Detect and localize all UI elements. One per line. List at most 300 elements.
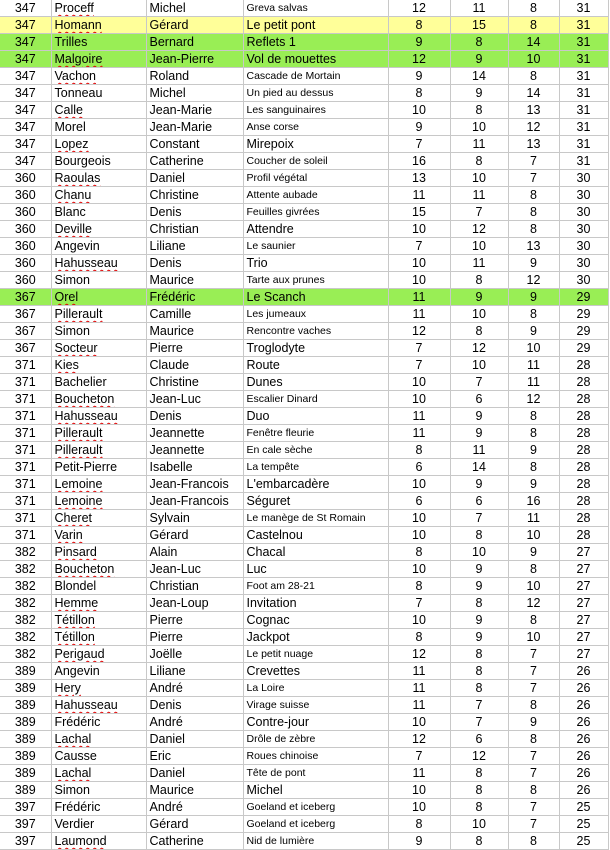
score-2-cell[interactable]: 7 xyxy=(450,204,508,221)
last-name-cell[interactable]: Verdier xyxy=(51,816,146,833)
score-2-cell[interactable]: 8 xyxy=(450,153,508,170)
score-1-cell[interactable]: 10 xyxy=(388,255,450,272)
score-2-cell[interactable]: 11 xyxy=(450,187,508,204)
rank-cell[interactable]: 367 xyxy=(0,323,51,340)
last-name-cell[interactable]: Vachon xyxy=(51,68,146,85)
total-cell[interactable]: 28 xyxy=(559,476,608,493)
photo-title-cell[interactable]: Castelnou xyxy=(243,527,388,544)
first-name-cell[interactable]: Christian xyxy=(146,221,243,238)
total-cell[interactable]: 29 xyxy=(559,340,608,357)
score-1-cell[interactable]: 9 xyxy=(388,68,450,85)
first-name-cell[interactable]: Pierre xyxy=(146,629,243,646)
score-2-cell[interactable]: 10 xyxy=(450,170,508,187)
score-3-cell[interactable]: 8 xyxy=(508,408,559,425)
total-cell[interactable]: 26 xyxy=(559,714,608,731)
last-name-cell[interactable]: Raoulas xyxy=(51,170,146,187)
photo-title-cell[interactable]: Le saunier xyxy=(243,238,388,255)
score-3-cell[interactable]: 8 xyxy=(508,425,559,442)
rank-cell[interactable]: 389 xyxy=(0,714,51,731)
rank-cell[interactable]: 371 xyxy=(0,476,51,493)
table-row[interactable] xyxy=(0,425,608,442)
score-1-cell[interactable]: 13 xyxy=(388,170,450,187)
first-name-cell[interactable]: Gérard xyxy=(146,816,243,833)
rank-cell[interactable]: 360 xyxy=(0,221,51,238)
table-row[interactable] xyxy=(0,748,608,765)
photo-title-cell[interactable]: Roues chinoise xyxy=(243,748,388,765)
score-1-cell[interactable]: 8 xyxy=(388,629,450,646)
last-name-cell[interactable]: Hahusseau xyxy=(51,255,146,272)
score-3-cell[interactable]: 8 xyxy=(508,17,559,34)
score-1-cell[interactable]: 6 xyxy=(388,493,450,510)
score-1-cell[interactable]: 9 xyxy=(388,119,450,136)
score-2-cell[interactable]: 7 xyxy=(450,374,508,391)
last-name-cell[interactable]: Angevin xyxy=(51,663,146,680)
table-row[interactable] xyxy=(0,391,608,408)
score-3-cell[interactable]: 7 xyxy=(508,680,559,697)
score-2-cell[interactable]: 8 xyxy=(450,646,508,663)
first-name-cell[interactable]: Daniel xyxy=(146,765,243,782)
rank-cell[interactable]: 389 xyxy=(0,731,51,748)
score-3-cell[interactable]: 11 xyxy=(508,374,559,391)
total-cell[interactable]: 26 xyxy=(559,663,608,680)
rank-cell[interactable]: 389 xyxy=(0,663,51,680)
total-cell[interactable]: 31 xyxy=(559,85,608,102)
last-name-cell[interactable]: Boucheton xyxy=(51,391,146,408)
photo-title-cell[interactable]: Le petit nuage xyxy=(243,646,388,663)
score-2-cell[interactable]: 10 xyxy=(450,306,508,323)
photo-title-cell[interactable]: Tête de pont xyxy=(243,765,388,782)
score-3-cell[interactable]: 13 xyxy=(508,136,559,153)
score-2-cell[interactable]: 8 xyxy=(450,595,508,612)
rank-cell[interactable]: 397 xyxy=(0,799,51,816)
last-name-cell[interactable]: Pinsard xyxy=(51,544,146,561)
rank-cell[interactable]: 382 xyxy=(0,578,51,595)
photo-title-cell[interactable]: Duo xyxy=(243,408,388,425)
total-cell[interactable]: 26 xyxy=(559,731,608,748)
rank-cell[interactable]: 389 xyxy=(0,748,51,765)
score-3-cell[interactable]: 8 xyxy=(508,204,559,221)
score-2-cell[interactable]: 15 xyxy=(450,17,508,34)
score-3-cell[interactable]: 8 xyxy=(508,187,559,204)
first-name-cell[interactable]: Gérard xyxy=(146,527,243,544)
score-3-cell[interactable]: 8 xyxy=(508,0,559,17)
first-name-cell[interactable]: André xyxy=(146,714,243,731)
first-name-cell[interactable]: Jean-Luc xyxy=(146,391,243,408)
total-cell[interactable]: 31 xyxy=(559,17,608,34)
table-row[interactable] xyxy=(0,102,608,119)
first-name-cell[interactable]: Jeannette xyxy=(146,442,243,459)
total-cell[interactable]: 28 xyxy=(559,527,608,544)
photo-title-cell[interactable]: Escalier Dinard xyxy=(243,391,388,408)
photo-title-cell[interactable]: Virage suisse xyxy=(243,697,388,714)
score-1-cell[interactable]: 10 xyxy=(388,102,450,119)
table-row[interactable] xyxy=(0,187,608,204)
table-row[interactable] xyxy=(0,595,608,612)
last-name-cell[interactable]: Socteur xyxy=(51,340,146,357)
last-name-cell[interactable]: Bachelier xyxy=(51,374,146,391)
photo-title-cell[interactable]: Le Scanch xyxy=(243,289,388,306)
first-name-cell[interactable]: Joëlle xyxy=(146,646,243,663)
score-3-cell[interactable]: 8 xyxy=(508,306,559,323)
first-name-cell[interactable]: Gérard xyxy=(146,17,243,34)
score-3-cell[interactable]: 14 xyxy=(508,34,559,51)
first-name-cell[interactable]: Michel xyxy=(146,0,243,17)
table-row[interactable] xyxy=(0,323,608,340)
score-3-cell[interactable]: 9 xyxy=(508,714,559,731)
score-1-cell[interactable]: 9 xyxy=(388,833,450,850)
score-2-cell[interactable]: 9 xyxy=(450,51,508,68)
score-3-cell[interactable]: 7 xyxy=(508,765,559,782)
score-2-cell[interactable]: 14 xyxy=(450,68,508,85)
first-name-cell[interactable]: Eric xyxy=(146,748,243,765)
table-row[interactable] xyxy=(0,765,608,782)
score-2-cell[interactable]: 6 xyxy=(450,731,508,748)
photo-title-cell[interactable]: Cascade de Mortain xyxy=(243,68,388,85)
last-name-cell[interactable]: Petit-Pierre xyxy=(51,459,146,476)
photo-title-cell[interactable]: Profil végétal xyxy=(243,170,388,187)
score-2-cell[interactable]: 10 xyxy=(450,544,508,561)
total-cell[interactable]: 26 xyxy=(559,765,608,782)
rank-cell[interactable]: 347 xyxy=(0,0,51,17)
total-cell[interactable]: 28 xyxy=(559,510,608,527)
table-row[interactable] xyxy=(0,544,608,561)
photo-title-cell[interactable]: La tempête xyxy=(243,459,388,476)
score-2-cell[interactable]: 8 xyxy=(450,663,508,680)
rank-cell[interactable]: 371 xyxy=(0,527,51,544)
score-1-cell[interactable]: 10 xyxy=(388,612,450,629)
score-2-cell[interactable]: 9 xyxy=(450,408,508,425)
table-row[interactable] xyxy=(0,629,608,646)
last-name-cell[interactable]: Lopez xyxy=(51,136,146,153)
score-3-cell[interactable]: 11 xyxy=(508,510,559,527)
score-2-cell[interactable]: 9 xyxy=(450,612,508,629)
photo-title-cell[interactable]: Anse corse xyxy=(243,119,388,136)
last-name-cell[interactable]: Bourgeois xyxy=(51,153,146,170)
rank-cell[interactable]: 371 xyxy=(0,510,51,527)
total-cell[interactable]: 30 xyxy=(559,272,608,289)
score-1-cell[interactable]: 10 xyxy=(388,799,450,816)
score-3-cell[interactable]: 8 xyxy=(508,561,559,578)
score-2-cell[interactable]: 9 xyxy=(450,578,508,595)
score-2-cell[interactable]: 10 xyxy=(450,119,508,136)
rank-cell[interactable]: 389 xyxy=(0,765,51,782)
first-name-cell[interactable]: Denis xyxy=(146,408,243,425)
table-row[interactable] xyxy=(0,442,608,459)
first-name-cell[interactable]: Catherine xyxy=(146,833,243,850)
score-3-cell[interactable]: 9 xyxy=(508,544,559,561)
rank-cell[interactable]: 347 xyxy=(0,102,51,119)
total-cell[interactable]: 31 xyxy=(559,68,608,85)
photo-title-cell[interactable]: Jackpot xyxy=(243,629,388,646)
rank-cell[interactable]: 371 xyxy=(0,493,51,510)
score-3-cell[interactable]: 8 xyxy=(508,459,559,476)
rank-cell[interactable]: 371 xyxy=(0,459,51,476)
last-name-cell[interactable]: Frédéric xyxy=(51,799,146,816)
score-3-cell[interactable]: 9 xyxy=(508,442,559,459)
table-row[interactable] xyxy=(0,289,608,306)
score-2-cell[interactable]: 10 xyxy=(450,357,508,374)
score-3-cell[interactable]: 9 xyxy=(508,323,559,340)
score-2-cell[interactable]: 12 xyxy=(450,221,508,238)
score-1-cell[interactable]: 12 xyxy=(388,323,450,340)
first-name-cell[interactable]: Christian xyxy=(146,578,243,595)
first-name-cell[interactable]: Claude xyxy=(146,357,243,374)
score-3-cell[interactable]: 9 xyxy=(508,476,559,493)
score-1-cell[interactable]: 11 xyxy=(388,697,450,714)
score-2-cell[interactable]: 9 xyxy=(450,85,508,102)
total-cell[interactable]: 30 xyxy=(559,221,608,238)
score-3-cell[interactable]: 7 xyxy=(508,663,559,680)
table-row[interactable] xyxy=(0,255,608,272)
score-3-cell[interactable]: 8 xyxy=(508,221,559,238)
last-name-cell[interactable]: Malgoire xyxy=(51,51,146,68)
table-row[interactable] xyxy=(0,680,608,697)
score-1-cell[interactable]: 12 xyxy=(388,51,450,68)
total-cell[interactable]: 27 xyxy=(559,612,608,629)
last-name-cell[interactable]: Trilles xyxy=(51,34,146,51)
total-cell[interactable]: 25 xyxy=(559,799,608,816)
rank-cell[interactable]: 397 xyxy=(0,816,51,833)
first-name-cell[interactable]: Pierre xyxy=(146,612,243,629)
last-name-cell[interactable]: Varin xyxy=(51,527,146,544)
first-name-cell[interactable]: Jeannette xyxy=(146,425,243,442)
last-name-cell[interactable]: Laumond xyxy=(51,833,146,850)
table-row[interactable] xyxy=(0,697,608,714)
rank-cell[interactable]: 382 xyxy=(0,595,51,612)
total-cell[interactable]: 28 xyxy=(559,408,608,425)
total-cell[interactable]: 27 xyxy=(559,561,608,578)
first-name-cell[interactable]: Jean-Marie xyxy=(146,102,243,119)
rank-cell[interactable]: 360 xyxy=(0,238,51,255)
last-name-cell[interactable]: Lemoine xyxy=(51,476,146,493)
score-1-cell[interactable]: 11 xyxy=(388,680,450,697)
photo-title-cell[interactable]: Goeland et iceberg xyxy=(243,799,388,816)
rank-cell[interactable]: 382 xyxy=(0,544,51,561)
score-3-cell[interactable]: 12 xyxy=(508,272,559,289)
score-1-cell[interactable]: 7 xyxy=(388,357,450,374)
photo-title-cell[interactable]: Contre-jour xyxy=(243,714,388,731)
first-name-cell[interactable]: Catherine xyxy=(146,153,243,170)
rank-cell[interactable]: 371 xyxy=(0,425,51,442)
score-3-cell[interactable]: 12 xyxy=(508,391,559,408)
score-1-cell[interactable]: 7 xyxy=(388,136,450,153)
score-1-cell[interactable]: 15 xyxy=(388,204,450,221)
score-1-cell[interactable]: 12 xyxy=(388,731,450,748)
first-name-cell[interactable]: Denis xyxy=(146,697,243,714)
score-1-cell[interactable]: 11 xyxy=(388,408,450,425)
photo-title-cell[interactable]: Route xyxy=(243,357,388,374)
last-name-cell[interactable]: Homann xyxy=(51,17,146,34)
photo-title-cell[interactable]: Rencontre vaches xyxy=(243,323,388,340)
table-row[interactable] xyxy=(0,238,608,255)
last-name-cell[interactable]: Hery xyxy=(51,680,146,697)
total-cell[interactable]: 29 xyxy=(559,323,608,340)
total-cell[interactable]: 31 xyxy=(559,51,608,68)
score-2-cell[interactable]: 8 xyxy=(450,782,508,799)
photo-title-cell[interactable]: Nid de lumière xyxy=(243,833,388,850)
score-2-cell[interactable]: 6 xyxy=(450,493,508,510)
total-cell[interactable]: 29 xyxy=(559,289,608,306)
table-row[interactable] xyxy=(0,357,608,374)
total-cell[interactable]: 30 xyxy=(559,170,608,187)
table-row[interactable] xyxy=(0,153,608,170)
score-1-cell[interactable]: 11 xyxy=(388,663,450,680)
total-cell[interactable]: 25 xyxy=(559,833,608,850)
photo-title-cell[interactable]: Mirepoix xyxy=(243,136,388,153)
photo-title-cell[interactable]: Séguret xyxy=(243,493,388,510)
table-row[interactable] xyxy=(0,374,608,391)
first-name-cell[interactable]: Pierre xyxy=(146,340,243,357)
photo-title-cell[interactable]: Trio xyxy=(243,255,388,272)
photo-title-cell[interactable]: Luc xyxy=(243,561,388,578)
rank-cell[interactable]: 360 xyxy=(0,170,51,187)
last-name-cell[interactable]: Hahusseau xyxy=(51,697,146,714)
score-3-cell[interactable]: 10 xyxy=(508,340,559,357)
score-3-cell[interactable]: 7 xyxy=(508,748,559,765)
last-name-cell[interactable]: Deville xyxy=(51,221,146,238)
photo-title-cell[interactable]: La Loire xyxy=(243,680,388,697)
score-2-cell[interactable]: 8 xyxy=(450,323,508,340)
first-name-cell[interactable]: Maurice xyxy=(146,782,243,799)
score-1-cell[interactable]: 8 xyxy=(388,544,450,561)
score-1-cell[interactable]: 8 xyxy=(388,442,450,459)
total-cell[interactable]: 26 xyxy=(559,680,608,697)
table-row[interactable] xyxy=(0,34,608,51)
last-name-cell[interactable]: Hemme xyxy=(51,595,146,612)
photo-title-cell[interactable]: Reflets 1 xyxy=(243,34,388,51)
table-row[interactable] xyxy=(0,714,608,731)
photo-title-cell[interactable]: Goeland et iceberg xyxy=(243,816,388,833)
last-name-cell[interactable]: Pillerault xyxy=(51,442,146,459)
photo-title-cell[interactable]: Troglodyte xyxy=(243,340,388,357)
score-1-cell[interactable]: 12 xyxy=(388,0,450,17)
photo-title-cell[interactable]: Coucher de soleil xyxy=(243,153,388,170)
score-1-cell[interactable]: 7 xyxy=(388,748,450,765)
table-row[interactable] xyxy=(0,221,608,238)
last-name-cell[interactable]: Hahusseau xyxy=(51,408,146,425)
score-2-cell[interactable]: 7 xyxy=(450,714,508,731)
table-row[interactable] xyxy=(0,170,608,187)
first-name-cell[interactable]: Liliane xyxy=(146,238,243,255)
table-row[interactable] xyxy=(0,0,608,17)
last-name-cell[interactable]: Perigaud xyxy=(51,646,146,663)
last-name-cell[interactable]: Morel xyxy=(51,119,146,136)
score-2-cell[interactable]: 9 xyxy=(450,476,508,493)
score-3-cell[interactable]: 10 xyxy=(508,629,559,646)
first-name-cell[interactable]: Christine xyxy=(146,187,243,204)
last-name-cell[interactable]: Kies xyxy=(51,357,146,374)
score-2-cell[interactable]: 8 xyxy=(450,272,508,289)
score-1-cell[interactable]: 11 xyxy=(388,425,450,442)
photo-title-cell[interactable]: Crevettes xyxy=(243,663,388,680)
last-name-cell[interactable]: Lachal xyxy=(51,731,146,748)
table-row[interactable] xyxy=(0,833,608,850)
score-2-cell[interactable]: 11 xyxy=(450,0,508,17)
first-name-cell[interactable]: Jean-Luc xyxy=(146,561,243,578)
table-row[interactable] xyxy=(0,119,608,136)
table-row[interactable] xyxy=(0,612,608,629)
score-1-cell[interactable]: 10 xyxy=(388,527,450,544)
table-row[interactable] xyxy=(0,408,608,425)
score-3-cell[interactable]: 10 xyxy=(508,527,559,544)
rank-cell[interactable]: 367 xyxy=(0,340,51,357)
table-row[interactable] xyxy=(0,799,608,816)
score-3-cell[interactable]: 13 xyxy=(508,102,559,119)
table-row[interactable] xyxy=(0,782,608,799)
total-cell[interactable]: 31 xyxy=(559,102,608,119)
photo-title-cell[interactable]: Dunes xyxy=(243,374,388,391)
total-cell[interactable]: 31 xyxy=(559,136,608,153)
last-name-cell[interactable]: Simon xyxy=(51,782,146,799)
first-name-cell[interactable]: Jean-Pierre xyxy=(146,51,243,68)
rank-cell[interactable]: 397 xyxy=(0,833,51,850)
rank-cell[interactable]: 347 xyxy=(0,119,51,136)
rank-cell[interactable]: 389 xyxy=(0,697,51,714)
last-name-cell[interactable]: Tétillon xyxy=(51,629,146,646)
rank-cell[interactable]: 347 xyxy=(0,68,51,85)
total-cell[interactable]: 28 xyxy=(559,459,608,476)
score-2-cell[interactable]: 11 xyxy=(450,442,508,459)
table-row[interactable] xyxy=(0,510,608,527)
photo-title-cell[interactable]: Invitation xyxy=(243,595,388,612)
total-cell[interactable]: 25 xyxy=(559,816,608,833)
last-name-cell[interactable]: Simon xyxy=(51,272,146,289)
first-name-cell[interactable]: Jean-Loup xyxy=(146,595,243,612)
last-name-cell[interactable]: Pillerault xyxy=(51,425,146,442)
last-name-cell[interactable]: Chanu xyxy=(51,187,146,204)
rank-cell[interactable]: 360 xyxy=(0,204,51,221)
rank-cell[interactable]: 382 xyxy=(0,561,51,578)
total-cell[interactable]: 31 xyxy=(559,119,608,136)
rank-cell[interactable]: 347 xyxy=(0,17,51,34)
score-3-cell[interactable]: 7 xyxy=(508,799,559,816)
rank-cell[interactable]: 367 xyxy=(0,306,51,323)
score-1-cell[interactable]: 11 xyxy=(388,289,450,306)
score-1-cell[interactable]: 11 xyxy=(388,187,450,204)
score-1-cell[interactable]: 10 xyxy=(388,221,450,238)
score-2-cell[interactable]: 11 xyxy=(450,255,508,272)
score-2-cell[interactable]: 9 xyxy=(450,629,508,646)
score-3-cell[interactable]: 11 xyxy=(508,357,559,374)
total-cell[interactable]: 29 xyxy=(559,306,608,323)
first-name-cell[interactable]: Michel xyxy=(146,85,243,102)
score-2-cell[interactable]: 8 xyxy=(450,799,508,816)
photo-title-cell[interactable]: Drôle de zèbre xyxy=(243,731,388,748)
rank-cell[interactable]: 360 xyxy=(0,187,51,204)
score-1-cell[interactable]: 7 xyxy=(388,340,450,357)
last-name-cell[interactable]: Blondel xyxy=(51,578,146,595)
score-2-cell[interactable]: 10 xyxy=(450,816,508,833)
last-name-cell[interactable]: Boucheton xyxy=(51,561,146,578)
photo-title-cell[interactable]: Feuilles givrées xyxy=(243,204,388,221)
total-cell[interactable]: 30 xyxy=(559,255,608,272)
total-cell[interactable]: 28 xyxy=(559,425,608,442)
total-cell[interactable]: 27 xyxy=(559,595,608,612)
total-cell[interactable]: 27 xyxy=(559,646,608,663)
total-cell[interactable]: 28 xyxy=(559,357,608,374)
table-row[interactable] xyxy=(0,459,608,476)
table-row[interactable] xyxy=(0,17,608,34)
first-name-cell[interactable]: Constant xyxy=(146,136,243,153)
total-cell[interactable]: 28 xyxy=(559,374,608,391)
score-3-cell[interactable]: 7 xyxy=(508,170,559,187)
table-row[interactable] xyxy=(0,561,608,578)
score-1-cell[interactable]: 8 xyxy=(388,85,450,102)
score-1-cell[interactable]: 8 xyxy=(388,816,450,833)
first-name-cell[interactable]: Jean-Marie xyxy=(146,119,243,136)
rank-cell[interactable]: 360 xyxy=(0,255,51,272)
photo-title-cell[interactable]: Vol de mouettes xyxy=(243,51,388,68)
